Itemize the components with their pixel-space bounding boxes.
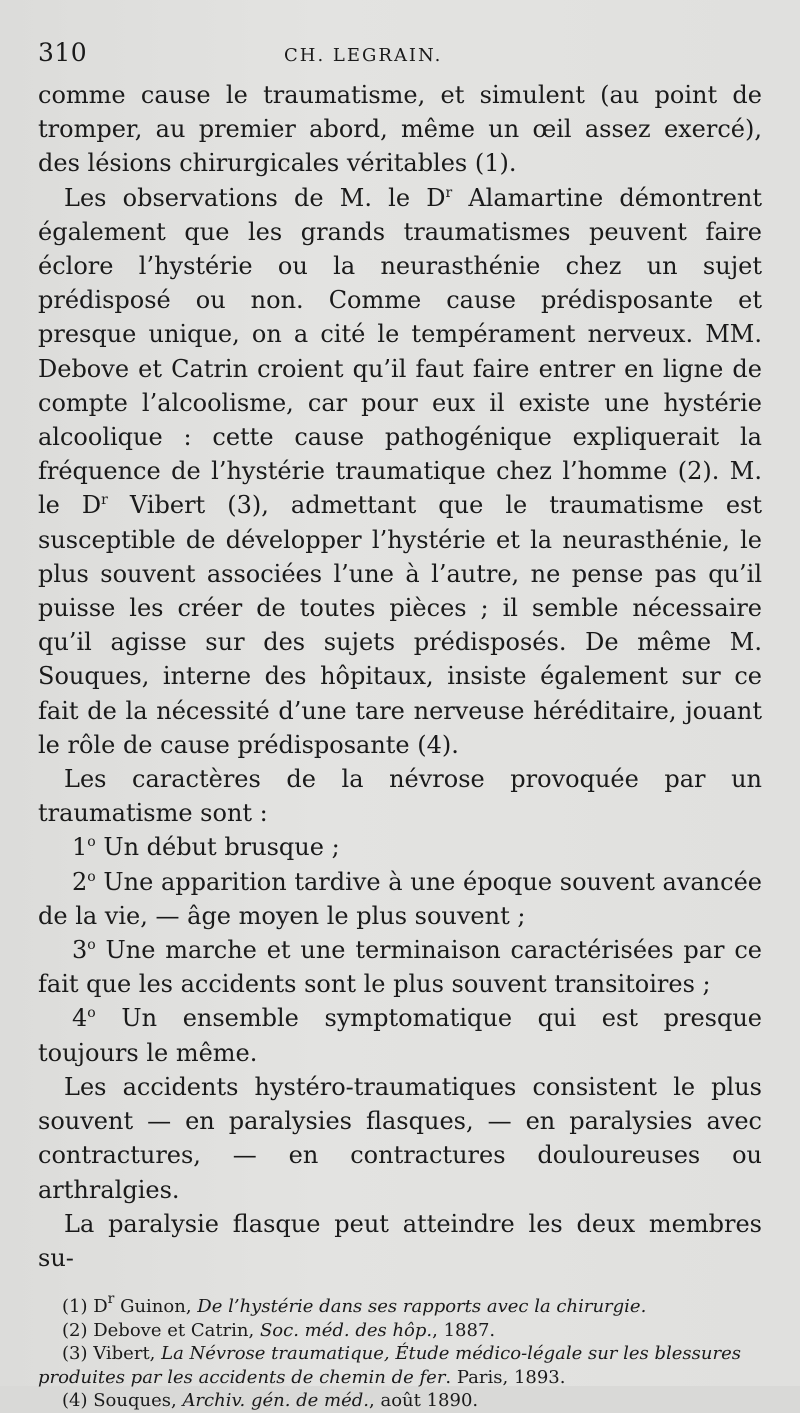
footnote-rest: . Paris, 1893.: [445, 1366, 566, 1388]
running-title: CH. LEGRAIN.: [284, 45, 443, 66]
footnote-number: (1) D: [62, 1296, 108, 1318]
footnote-title: La Névrose traumatique, Étude médico-légale sur les blessures produites par les accidents de chemin de fer: [38, 1343, 741, 1388]
footnote-number: (2) Debove et Catrin,: [62, 1319, 260, 1341]
list-number: 1: [72, 833, 88, 862]
list-number: 3: [72, 936, 88, 965]
footnote-rest: , août 1890.: [369, 1390, 479, 1412]
superscript-r: r: [445, 184, 453, 201]
paragraph-3: Les caractères de la névrose provoquée par un traumatisme sont :: [38, 765, 762, 828]
footnote-author: Guinon,: [114, 1296, 198, 1318]
list-number: 4: [72, 1004, 88, 1033]
paragraph-2-part-c: Vibert (3), admettant que le traumatisme est susceptible de développer l’hystérie et la neurasthénie, le plus souvent associées l’une à l’autre, ne pense pas qu’il puisse les créer de toutes pièces ; il semble nécessaire qu’il agisse sur des sujets prédisposés. De même M. Souques, interne des hôpitaux, insiste également sur ce fait de la nécessité d’une tare nerveuse héréditaire, jouant le rôle de cause prédisposante (4).: [38, 491, 763, 759]
list-item-2: [38, 865, 762, 933]
footnote-title: Soc. méd. des hôp.: [259, 1319, 433, 1341]
list-text: Un début brusque ;: [95, 833, 340, 862]
paragraph-4: Les accidents hystéro-traumatiques consistent le plus souvent — en paralysies flasques, — en paralysies avec contractures, — en contractures douloureuses ou arthralgies.: [38, 1072, 762, 1204]
paragraph-5: La paralysie flasque peut atteindre les deux membres su-: [38, 1209, 762, 1272]
list-item-1: [38, 830, 762, 864]
page-number: 310: [38, 38, 88, 67]
footnote-1: [38, 1291, 762, 1319]
footnote-3: [38, 1342, 762, 1389]
list-item-4: [38, 1001, 762, 1069]
ordinal-sup: o: [87, 868, 96, 885]
footnote-title: Archiv. gén. de méd.: [182, 1390, 370, 1412]
footnote-number: (3) Vibert,: [62, 1343, 162, 1365]
ordinal-sup: o: [87, 1005, 96, 1022]
list-number: 2: [72, 867, 88, 896]
paragraph-1: comme cause le traumatisme, et simulent (au point de tromper, au premier abord, même un œil assez exercé), des lésions chirurgicales véritables (1).: [38, 81, 762, 178]
paragraph-2: [38, 181, 762, 762]
footnote-4: [38, 1389, 762, 1413]
list-text: Un ensemble symptomatique qui est presque toujours le même.: [38, 1004, 762, 1067]
ordinal-sup: o: [87, 937, 96, 954]
footnote-rest: , 1887.: [432, 1319, 496, 1341]
footnotes: [38, 1291, 762, 1413]
footnote-number: (4) Souques,: [62, 1390, 183, 1412]
body-text: [38, 78, 762, 1275]
superscript-r: r: [107, 1291, 115, 1308]
superscript-r: r: [101, 492, 108, 509]
paragraph-2-part-b: Alamartine démontrent également que les grands traumatismes peuvent faire éclore l’hystérie ou la neurasthénie chez un sujet prédisposé ou non. Comme cause prédisposante et presque unique, on a cité le tempérament nerveux. MM. Debove et Catrin croient qu’il faut faire entrer en ligne de compte l’alcoolisme, car pour eux il existe une hystérie alcoolique : cette cause pathogénique expliquerait la fréquence de l’hystérie traumatique chez l’homme (2). M. le D: [38, 183, 762, 520]
list-item-3: [38, 933, 762, 1001]
footnote-title: De l’hystérie dans ses rapports avec la chirurgie.: [197, 1296, 647, 1318]
paragraph-2-part-a: Les observations de M. le D: [64, 183, 446, 212]
list-text: Une apparition tardive à une époque souvent avancée de la vie, — âge moyen le plus souvent ;: [38, 867, 762, 930]
ordinal-sup: o: [87, 834, 96, 851]
running-head: [38, 38, 762, 74]
list-text: Une marche et une terminaison caractérisées par ce fait que les accidents sont le plus souvent transitoires ;: [38, 936, 762, 999]
footnote-2: [38, 1319, 762, 1343]
